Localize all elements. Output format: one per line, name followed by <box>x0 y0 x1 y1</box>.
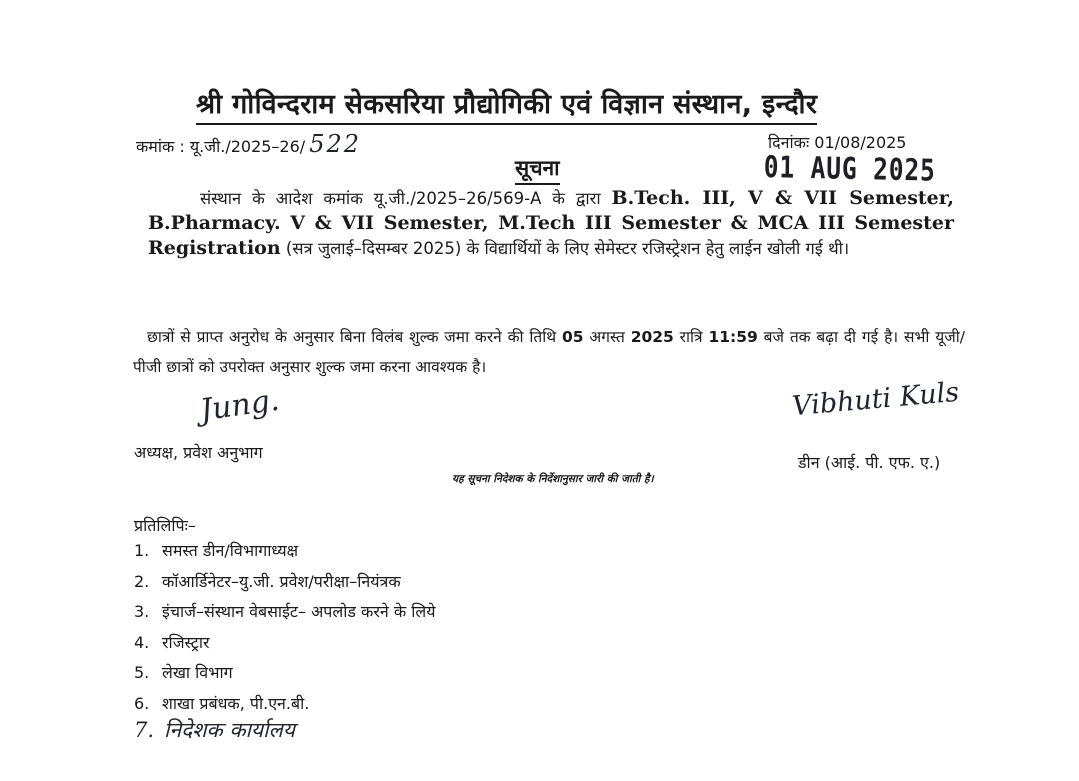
para2-year: 2025 <box>630 328 674 346</box>
list-item-number: 2. <box>134 571 150 591</box>
para1-text-a: संस्थान के आदेश कमांक यू.जी./2025–26/569-A के द्वारा <box>200 189 601 208</box>
notice-paragraph-2 <box>133 322 965 382</box>
issue-footnote: यह सूचना निदेशक के निर्देशानुसार जारी की जाती है। <box>452 473 654 485</box>
list-item-number: 7. <box>134 718 155 742</box>
list-item-text: शाखा प्रबंधक, पी.एन.बी. <box>162 693 310 713</box>
copy-to-list <box>134 536 435 746</box>
para2-deadline-day: 05 <box>561 328 584 346</box>
list-item <box>134 628 435 659</box>
copy-to-heading: प्रतिलिपिः– <box>134 516 196 535</box>
list-item-text: रजिस्ट्रार <box>162 632 210 652</box>
signatory-admission-chair: अध्यक्ष, प्रवेश अनुभाग <box>134 443 263 462</box>
issue-date: दिनांकः 01/08/2025 <box>768 133 907 152</box>
left-signature: Jung. <box>197 382 282 429</box>
para1-courses: B.Tech. III, V & VII Semester, B.Pharmacy. V & VII Semester, M.Tech III Semester & MCA III Semester Registration <box>148 187 955 259</box>
list-item <box>134 658 435 689</box>
reference-label: कमांक : यू.जी./2025–26/ <box>136 137 306 156</box>
list-item-text: लेखा विभाग <box>162 663 233 682</box>
para2-text-a: छात्रों से प्राप्त अनुरोध के अनुसार बिना विलंब शुल्क जमा करने की तिथि <box>147 328 557 346</box>
list-item <box>134 597 435 628</box>
list-item <box>134 567 435 598</box>
list-item-handwritten <box>134 715 435 746</box>
list-item-number: 3. <box>134 602 150 621</box>
right-signature: Vibhuti Kuls <box>790 376 961 423</box>
list-item-number: 1. <box>134 541 150 560</box>
list-item-text: समस्त डीन/विभागाध्यक्ष <box>162 541 299 560</box>
institute-title: श्री गोविन्दराम सेकसरिया प्रौद्योगिकी एवं विज्ञान संस्थान, इन्दौर <box>196 84 817 125</box>
list-item-number: 6. <box>134 693 150 713</box>
reference-number <box>136 130 361 158</box>
notice-paragraph-1 <box>148 186 954 261</box>
list-item <box>134 536 435 567</box>
list-item-text: निदेशक कार्यालय <box>164 718 295 742</box>
para2-month: अगस्त <box>589 328 625 346</box>
signatory-dean: डीन (आई. पी. एफ. ए.) <box>798 453 941 472</box>
para2-time: 11:59 <box>708 328 758 346</box>
para2-night: रात्रि <box>679 328 703 346</box>
notice-heading: सूचना <box>515 154 560 185</box>
list-item-number: 5. <box>134 663 150 682</box>
list-item-number: 4. <box>134 632 150 652</box>
list-item-text: कॉआर्डिनेटर–यु.जी. प्रवेश/परीक्षा–नियंत्रक <box>162 571 401 591</box>
list-item-text: इंचार्ज–संस्थान वेबसाईट– अपलोड करने के लिये <box>162 602 436 621</box>
date-stamp: 01 AUG 2025 <box>763 150 936 189</box>
para1-text-b: (सत्र जुलाई–दिसम्बर 2025) के विद्यार्थियों के लिए सेमेस्टर रजिस्ट्रेशन हेतु लाईन खोली गई थी। <box>285 239 850 258</box>
reference-handwritten-number: 522 <box>309 130 361 158</box>
para2-text-d: बजे तक बढ़ा दी गई है। सभी यूजी/पीजी छात्रों को उपरोक्त अनुसार शुल्क जमा करना आवश्यक है। <box>133 328 965 376</box>
